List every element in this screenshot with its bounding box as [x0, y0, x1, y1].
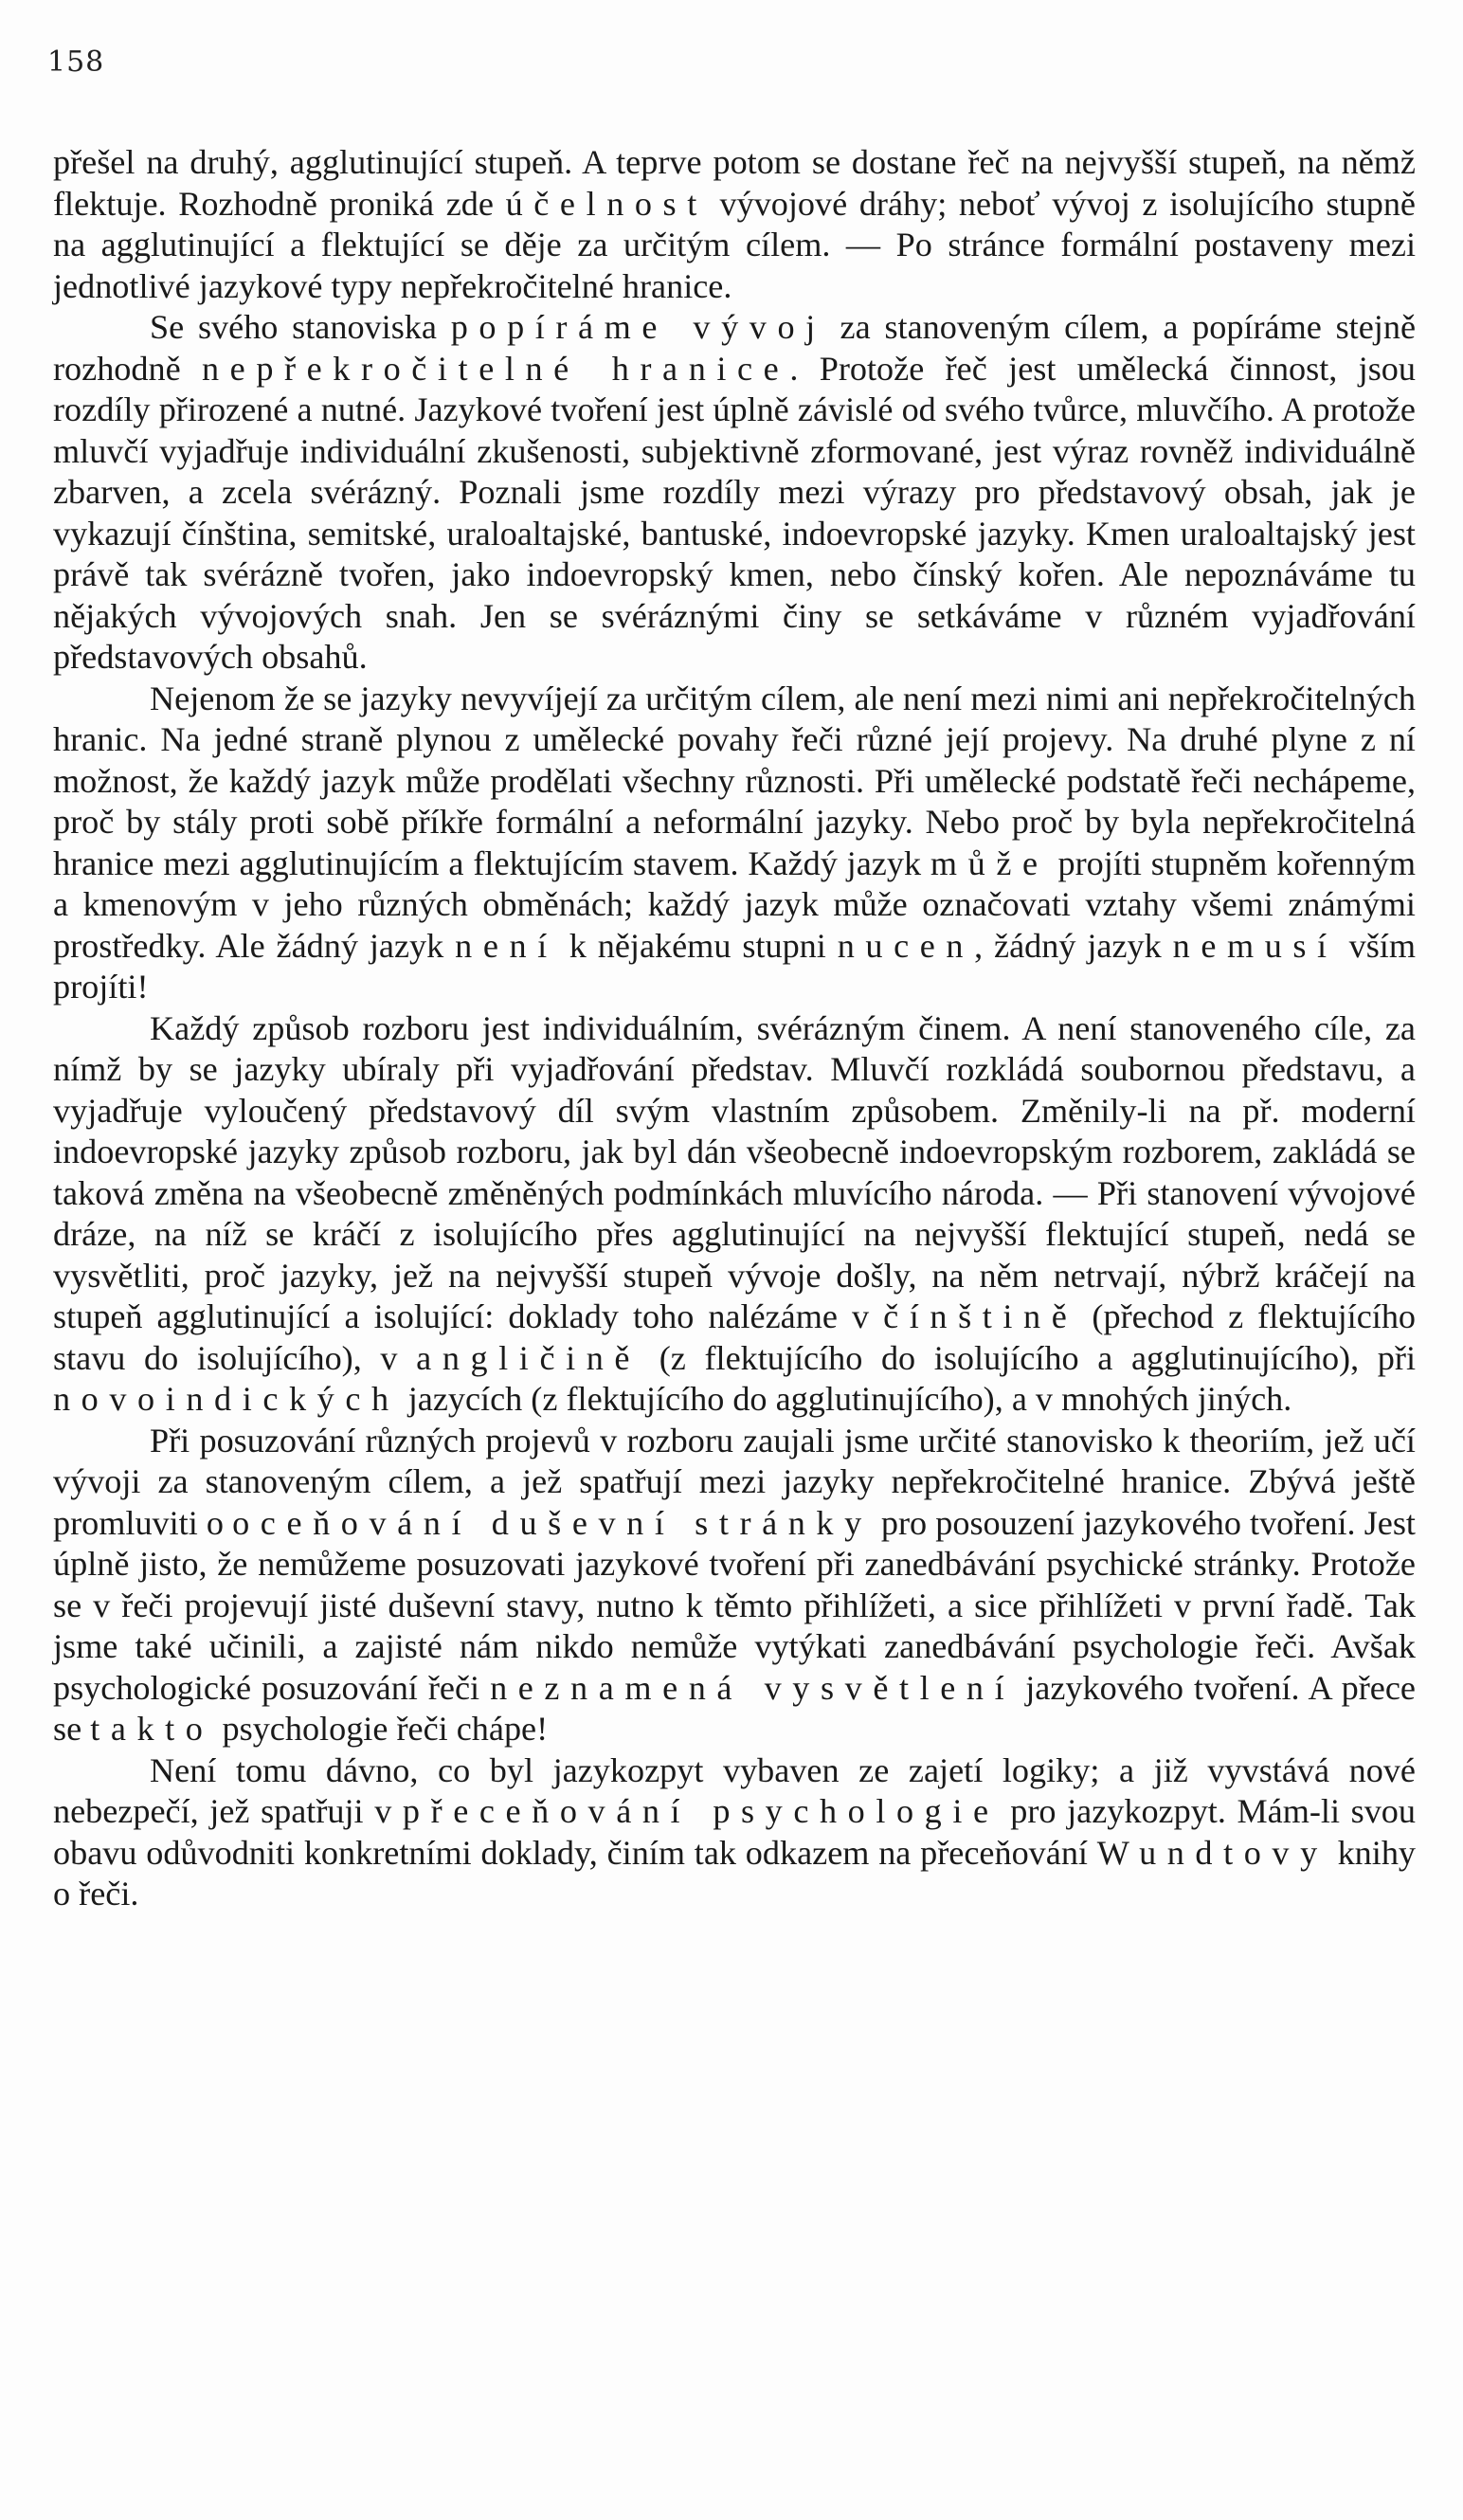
- spaced-emphasis-text: neznamená vysvětlení: [490, 1668, 1016, 1707]
- text-run: k nějakému stupni: [557, 926, 838, 965]
- spaced-emphasis-text: angličině: [416, 1338, 641, 1377]
- text-run: přešel na druhý, agglutinující stupeň. A teprve potom se dostane řeč na nejvyšší stupeň, na němž flektuje. Rozhodně proniká zde: [53, 143, 1416, 223]
- spaced-emphasis-text: není: [455, 926, 558, 965]
- text-run: vším projíti!: [53, 926, 1416, 1006]
- body-text: [53, 142, 1416, 1915]
- spaced-emphasis-text: Wundtovy: [1096, 1833, 1328, 1872]
- spaced-emphasis-text: nemusí: [1172, 926, 1338, 965]
- text-run: vývojové dráhy; neboť vývoj z isolujícího stupně na agglutinující a flektující se děje za určitým cílem. — Po stránce formální postaveny mezi jednotlivé jazykové typy nepřekročitelné hranice.: [53, 184, 1416, 305]
- text-run: pro jazykozpyt. Mám-li svou obavu odůvodniti konkretními doklady, činím tak odkazem na přeceňování: [53, 1792, 1416, 1872]
- spaced-emphasis-text: přeceňování psychologie: [402, 1792, 1000, 1830]
- text-run: Při posuzování různých projevů v rozboru zaujali jsme určité stanovisko k theoriím, jež učí vývoji za stanoveným cílem, a jež spatřují mezi jazyky nepřekročitelné hranice. Zbývá ještě promluviti o: [53, 1421, 1416, 1542]
- text-run: , žádný jazyk: [974, 926, 1173, 965]
- text-run: . Protože řeč jest umělecká činnost, jsou rozdíly přirozené a nutné. Jazykové tvoření jest úplně závislé od svého tvůrce, mluvčího. A protože mluvčí vyjadřuje individuální zkušenosti, subjektivně zformované, jest výraz rovněž individuálně zbarven, a zcela svérázný. Poznali jsme rozdíly mezi výrazy pro představový obsah, jak je vykazují čínština, semitské, uraloaltajské, bantuské, indoevropské jazyky. Kmen uraloaltajský jest právě tak svérázně tvořen, jako indoevropský kmen, nebo čínský kořen. Ale nepoznáváme tu nějakých vývojových snah. Jen se svéráznými činy se setkáváme v různém vyjadřování představových obsahů.: [53, 349, 1416, 676]
- page-number: 158: [47, 45, 105, 79]
- spaced-emphasis-text: nucen: [837, 926, 975, 965]
- paragraph: [53, 1421, 1416, 1750]
- paragraph: [53, 1008, 1416, 1421]
- text-run: knihy o řeči.: [53, 1833, 1417, 1913]
- text-run: za stanoveným cílem, a popíráme stejně rozhodně: [53, 308, 1417, 388]
- spaced-emphasis-text: takto: [90, 1710, 214, 1748]
- spaced-emphasis-text: popíráme vývoj: [450, 308, 826, 346]
- text-run: pro posouzení jazykového tvoření. Jest úplně jisto, že nemůžeme posuzovati jazykové tvoření při zanedbávání psychické stránky. Protože se v řeči projevují jisté duševní stavy, nutno k těmto přihlížeti, a sice přihlížeti v první řadě. Tak jsme také učinili, a zajisté nám nikdo nemůže vytýkati zanedbávání psychologie řeči. Avšak psychologické posuzování řeči: [53, 1503, 1416, 1707]
- text-run: Není tomu dávno, co byl jazykozpyt vybaven ze zajetí logiky; a již vyvstává nové nebezpečí, jež spatřuji v: [53, 1750, 1416, 1830]
- text-run: Nejenom že se jazyky nevyvíjejí za určitým cílem, ale není mezi nimi ani nepřekročitelných hranic. Na jedné straně plynou z umělecké povahy řeči různé její projevy. Na druhé plyne z ní možnost, že každý jazyk může prodělati všechny různosti. Při umělecké podstatě řeči nechápeme, proč by stály proti sobě příkře formální a neformální jazyky. Nebo proč by byla nepřekročitelná hranice mezi agglutinujícím a flektujícím stavem. Každý jazyk: [53, 679, 1416, 882]
- text-run: (z flektujícího do isolujícího a agglutinujícího), při: [641, 1338, 1416, 1377]
- text-run: (přechod z flektujícího stavu do isolujícího), v: [53, 1297, 1417, 1377]
- spaced-emphasis-text: účelnost: [505, 184, 708, 223]
- text-run: Se svého stanoviska: [150, 308, 451, 346]
- text-run: jazycích (z flektujícího do agglutinujícího), a v mnohých jiných.: [399, 1380, 1292, 1418]
- text-run: projíti stupněm kořenným a kmenovým v jeho různých obměnách; každý jazyk může označovati vztahy všemi známými prostředky. Ale žádný jazyk: [53, 843, 1417, 965]
- text-run: Každý způsob rozboru jest individuálním, svérázným činem. A není stanoveného cíle, za nímž by se jazyky ubíraly při vyjadřování představ. Mluvčí rozkládá soubornou představu, a vyjadřuje vyloučený představový díl svým vlastním způsobem. Změnily-li na př. moderní indoevropské jazyky způsob rozboru, jak byl dán všeobecně indoevropským rozborem, zakládá se taková změna na všeobecně změněných podmínkách mluvícího národa. — Při stanovení vývojové dráze, na níž se kráčí z isolujícího přes agglutinující na nejvyšší flektující stupeň, nedá se vysvětliti, proč jazyky, jež na nejvyšší stupeň vývoje došly, na něm netrvají, nýbrž kráčejí na stupeň agglutinující a isolující: doklady toho nalézáme v: [53, 1008, 1416, 1335]
- text-run: jazykového tvoření. A přece se: [53, 1668, 1416, 1748]
- spaced-emphasis-text: nepřekročitelné hranice: [202, 349, 790, 388]
- text-run: psychologie řeči chápe!: [213, 1710, 549, 1748]
- paragraph: [53, 679, 1416, 1008]
- paragraph: [53, 1750, 1416, 1915]
- spaced-emphasis-text: novoindických: [53, 1380, 400, 1418]
- spaced-emphasis-text: čínštině: [883, 1297, 1078, 1335]
- spaced-emphasis-text: oceňování duševní stránky: [232, 1503, 873, 1542]
- paragraph: [53, 142, 1416, 307]
- spaced-emphasis-text: může: [930, 843, 1049, 882]
- paragraph: [53, 307, 1416, 679]
